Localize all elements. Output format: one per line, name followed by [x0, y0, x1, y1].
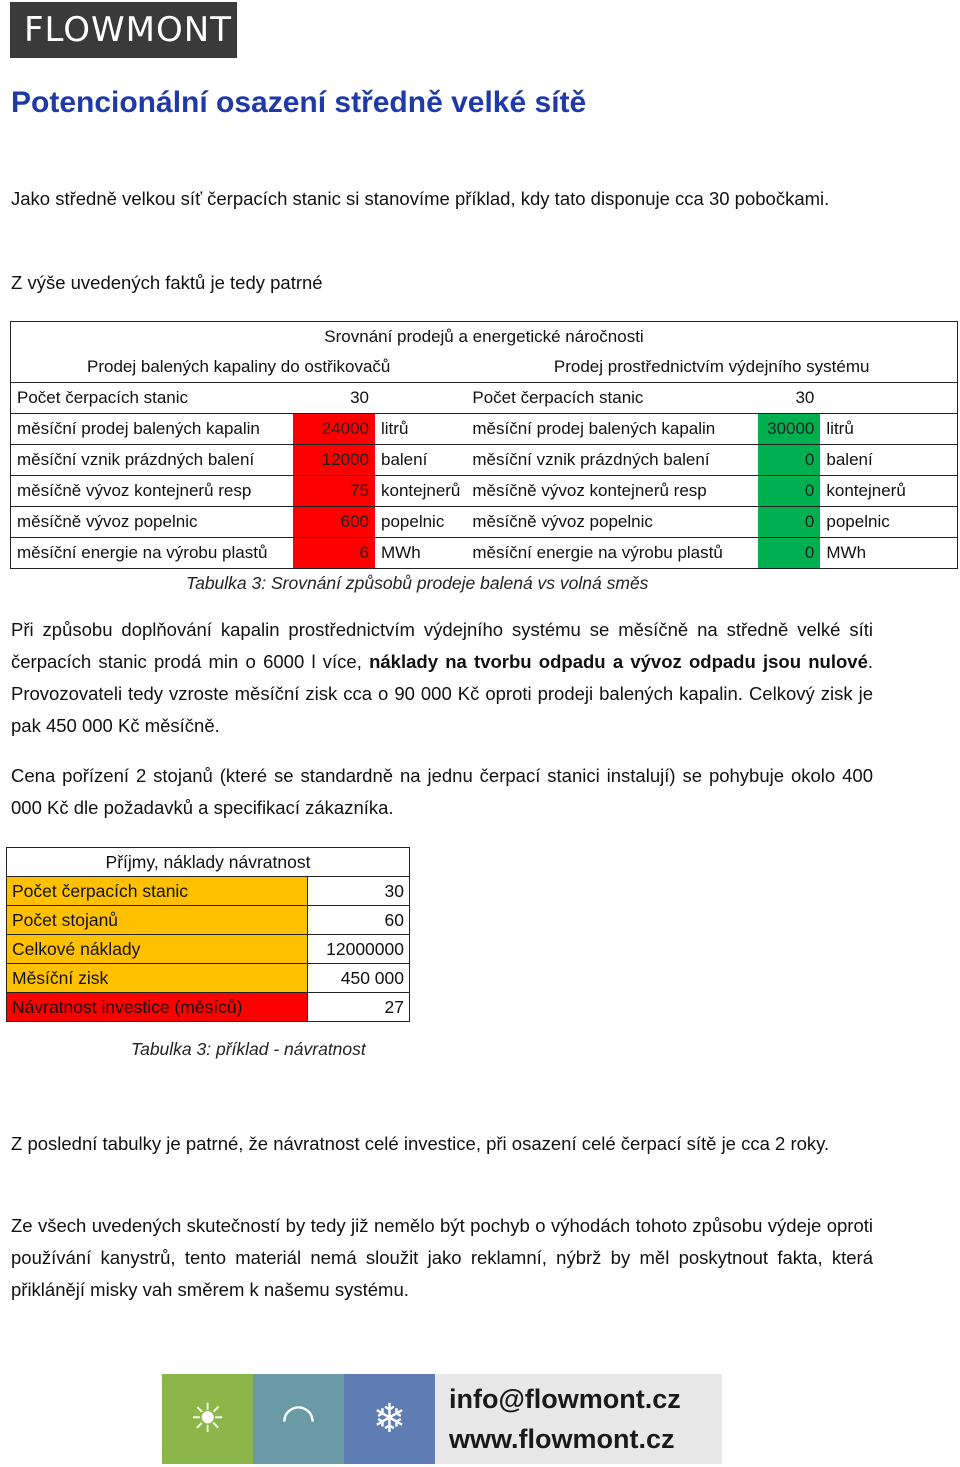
row-unit: MWh [820, 538, 957, 569]
windshield-wiper-icon: ◠ [253, 1374, 344, 1464]
row-value: 6 [293, 538, 375, 569]
table-row [11, 445, 958, 476]
roi-title-row [7, 848, 410, 877]
snowflake-icon: ❄ [344, 1374, 435, 1464]
comparison-header-row [11, 352, 958, 383]
row-label: Počet čerpacích stanic [11, 383, 294, 414]
row-unit: litrů [375, 414, 466, 445]
roi-value: 450 000 [308, 964, 410, 993]
table-row [7, 964, 410, 993]
row-value: 24000 [293, 414, 375, 445]
roi-table-caption: Tabulka 3: příklad - návratnost [131, 1039, 366, 1059]
table-row [11, 476, 958, 507]
savings-paragraph [11, 614, 873, 742]
roi-value: 60 [308, 906, 410, 935]
row-unit: MWh [375, 538, 466, 569]
roi-value: 30 [308, 877, 410, 906]
intro-paragraph: Jako středně velkou síť čerpacích stanic si stanovíme příklad, kdy tato disponuje cca 30 pobočkami. [11, 188, 830, 209]
row-unit: popelnic [375, 507, 466, 538]
row-unit [375, 383, 466, 414]
row-value: 75 [293, 476, 375, 507]
row-unit [820, 383, 957, 414]
roi-label: Celkové náklady [7, 935, 308, 964]
right-section-header: Prodej prostřednictvím výdejního systému [466, 352, 957, 383]
roi-value: 27 [308, 993, 410, 1022]
row-unit: kontejnerů [375, 476, 466, 507]
roi-value: 12000000 [308, 935, 410, 964]
table-row [11, 383, 958, 414]
comparison-title: Srovnání prodejů a energetické náročnosti [11, 322, 958, 353]
table-caption: Tabulka 3: Srovnání způsobů prodeje balená vs volná směs [186, 573, 649, 593]
table-row [7, 906, 410, 935]
facts-paragraph: Z výše uvedených faktů je tedy patrné [11, 272, 323, 293]
savings-text-2: . Provozovateli tedy vzroste měsíční zisk cca o 90 000 Kč oproti prodeji balených kapalin. Celkový zisk je pak 450 000 Kč měsíčně. [11, 651, 874, 736]
row-label: měsíčně vývoz kontejnerů resp [11, 476, 294, 507]
savings-text-bold: náklady na tvorbu odpadu a vývoz odpadu jsou nulové [369, 651, 868, 672]
roi-label: Počet čerpacích stanic [7, 877, 308, 906]
comparison-title-row [11, 322, 958, 353]
table-row [11, 414, 958, 445]
contact-email[interactable]: info@flowmont.cz [449, 1384, 681, 1414]
table-row [7, 877, 410, 906]
table-row [7, 935, 410, 964]
row-label: měsíčně vývoz kontejnerů resp [466, 476, 758, 507]
savings-text-1: Při způsobu doplňování kapalin prostřednictvím výdejního systému se měsíčně na středně velké síti čerpacích stanic prodá min o 6000 l více, [11, 619, 873, 672]
row-label: měsíční prodej balených kapalin [466, 414, 758, 445]
row-unit: litrů [820, 414, 957, 445]
row-label: měsíčně vývoz popelnic [11, 507, 294, 538]
row-value: 0 [758, 507, 820, 538]
row-value: 30 [758, 383, 820, 414]
row-value: 600 [293, 507, 375, 538]
conclusion-paragraph: Z poslední tabulky je patrné, že návratnost celé investice, při osazení celé čerpací sítě je cca 2 roky. [11, 1133, 830, 1154]
row-label: měsíční energie na výrobu plastů [466, 538, 758, 569]
row-unit: kontejnerů [820, 476, 957, 507]
page-title: Potencionální osazení středně velké sítě [11, 86, 587, 119]
sun-icon: ☀ [162, 1374, 253, 1464]
row-value: 0 [758, 445, 820, 476]
roi-table [6, 847, 410, 1022]
row-label: měsíční energie na výrobu plastů [11, 538, 294, 569]
row-value: 30000 [758, 414, 820, 445]
row-unit: balení [375, 445, 466, 476]
flowmont-logo [10, 2, 237, 58]
roi-title: Příjmy, náklady návratnost [7, 848, 410, 877]
roi-label: Počet stojanů [7, 906, 308, 935]
summary-paragraph: Ze všech uvedených skutečností by tedy již nemělo být pochyb o výhodách tohoto způsobu výdeje oproti používání kanystrů, tento materiál nemá sloužit jako reklamní, nýbrž by měl poskytnout fakta, která přiklánějí misky vah směrem k našemu systému. [11, 1215, 873, 1300]
contact-block [435, 1374, 722, 1464]
row-value: 12000 [293, 445, 375, 476]
price-paragraph: Cena pořízení 2 stojanů (které se standardně na jednu čerpací stanici instalují) se pohybuje okolo 400 000 Kč dle požadavků a specifikací zákazníka. [11, 765, 873, 818]
left-section-header: Prodej balených kapaliny do ostřikovačů [11, 352, 467, 383]
contact-web[interactable]: www.flowmont.cz [449, 1424, 675, 1454]
row-label: měsíční vznik prázdných balení [11, 445, 294, 476]
logo-text: FLOWMONT [24, 10, 232, 50]
row-label: měsíční prodej balených kapalin [11, 414, 294, 445]
row-value: 0 [758, 538, 820, 569]
comparison-table [10, 321, 958, 569]
table-row [11, 538, 958, 569]
table-row [11, 507, 958, 538]
row-label: Počet čerpacích stanic [466, 383, 758, 414]
row-value: 0 [758, 476, 820, 507]
roi-label: Návratnost investice (měsíců) [7, 993, 308, 1022]
row-label: měsíční vznik prázdných balení [466, 445, 758, 476]
footer-banner [162, 1374, 722, 1464]
row-label: měsíčně vývoz popelnic [466, 507, 758, 538]
row-unit: balení [820, 445, 957, 476]
roi-label: Měsíční zisk [7, 964, 308, 993]
table-row [7, 993, 410, 1022]
row-unit: popelnic [820, 507, 957, 538]
row-value: 30 [293, 383, 375, 414]
